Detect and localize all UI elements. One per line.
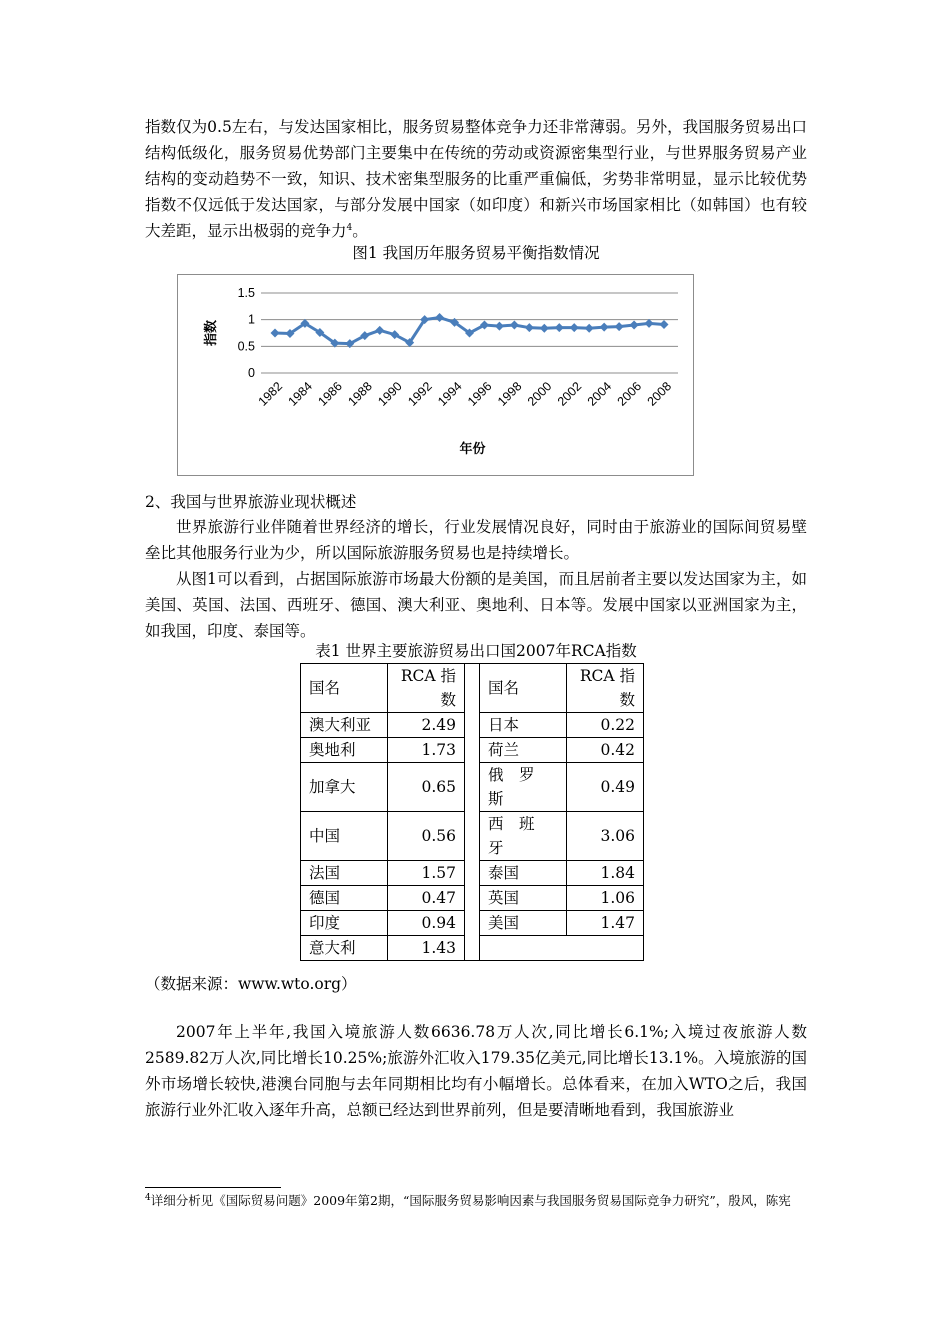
rca-value: 1.73 — [388, 738, 465, 763]
rca-value: 0.65 — [388, 763, 465, 812]
paragraph-market-share: 从图1可以看到，占据国际旅游市场最大份额的是美国，而且居前者主要以发达国家为主，如美国、英国、法国、西班牙、德国、澳大利亚、奥地利、日本等。发展中国家以亚洲国家为主，如我国，印度、泰国等。 — [145, 570, 807, 640]
y-tick-label: 0.5 — [237, 339, 255, 354]
y-axis-title: 指数 — [204, 319, 219, 347]
header-rca-right-line2: 数 — [619, 691, 635, 709]
country-name: 美国 — [480, 911, 567, 936]
data-point — [435, 313, 444, 322]
empty-cell — [480, 936, 567, 961]
data-point — [271, 329, 280, 338]
country-name: 加拿大 — [301, 763, 388, 812]
country-name: 荷兰 — [480, 738, 567, 763]
figure-caption: 图1 我国历年服务贸易平衡指数情况 — [352, 244, 600, 262]
rca-value: 1.57 — [388, 861, 465, 886]
rca-value: 1.84 — [567, 861, 644, 886]
rca-value: 0.94 — [388, 911, 465, 936]
rca-value: 0.49 — [567, 763, 644, 812]
header-country-right: 国名 — [480, 664, 567, 713]
country-name: 法国 — [301, 861, 388, 886]
rca-value: 1.43 — [388, 936, 465, 961]
x-axis-title: 年份 — [459, 442, 486, 457]
header-rca — [388, 664, 465, 713]
line-chart — [177, 274, 694, 476]
x-tick-label: 1998 — [494, 379, 525, 409]
x-tick-label: 2002 — [554, 379, 585, 409]
country-name-line2: 牙 — [488, 839, 504, 857]
x-tick-label: 1984 — [285, 379, 316, 409]
y-tick-label: 1 — [248, 312, 255, 327]
data-point — [525, 323, 534, 332]
rca-value: 0.42 — [567, 738, 644, 763]
footnote-separator — [145, 1187, 281, 1188]
rca-value: 1.06 — [567, 886, 644, 911]
country-name: 澳大利亚 — [301, 713, 388, 738]
country-name: 奥地利 — [301, 738, 388, 763]
rca-table — [300, 663, 644, 961]
country-name: 德国 — [301, 886, 388, 911]
country-name: 中国 — [301, 812, 388, 861]
header-rca-line2: 数 — [440, 691, 456, 709]
data-point — [510, 321, 519, 330]
paragraph-world-tourism: 世界旅游行业伴随着世界经济的增长，行业发展情况良好，同时由于旅游业的国际间贸易壁垒比其他服务行业为少，所以国际旅游服务贸易也是持续增长。 — [145, 518, 807, 562]
section-heading: 2、我国与世界旅游业现状概述 — [145, 493, 357, 511]
x-tick-label: 1988 — [345, 379, 375, 409]
rca-value: 0.56 — [388, 812, 465, 861]
data-point — [615, 322, 624, 331]
x-tick-label: 1994 — [435, 379, 465, 409]
footnote-mark: 4 — [145, 1192, 151, 1203]
rca-value: 3.06 — [567, 812, 644, 861]
header-rca-line1: RCA 指 — [400, 667, 456, 685]
rca-value: 0.47 — [388, 886, 465, 911]
data-point — [570, 323, 579, 332]
country-name: 日本 — [480, 713, 567, 738]
rca-value: 0.22 — [567, 713, 644, 738]
x-tick-label: 2000 — [524, 379, 555, 409]
data-point — [540, 324, 549, 333]
paragraph-end-mark: 。 — [352, 222, 368, 240]
rca-value: 2.49 — [388, 713, 465, 738]
x-tick-label: 2006 — [614, 379, 645, 409]
country-name: 意大利 — [301, 936, 388, 961]
x-tick-label: 1986 — [315, 379, 345, 409]
x-tick-label: 1992 — [405, 379, 435, 409]
footnote — [145, 1191, 795, 1210]
data-point — [555, 323, 564, 332]
data-point — [660, 320, 669, 329]
rca-value: 1.47 — [567, 911, 644, 936]
y-tick-label: 1.5 — [237, 286, 255, 300]
x-tick-label: 1982 — [255, 379, 286, 409]
country-name-line2: 斯 — [488, 790, 504, 808]
country-name: 印度 — [301, 911, 388, 936]
x-tick-label: 1990 — [375, 379, 405, 409]
header-country: 国名 — [301, 664, 388, 713]
footnote-ref[interactable]: 4 — [346, 222, 353, 233]
data-point — [630, 321, 639, 330]
data-point — [495, 322, 504, 331]
table-header-row — [301, 664, 644, 713]
y-tick-label: 0 — [248, 366, 255, 380]
country-name-line1: 西 班 — [488, 815, 535, 833]
country-name: 英国 — [480, 886, 567, 911]
country-name — [480, 812, 567, 861]
header-rca-right — [567, 664, 644, 713]
country-name: 泰国 — [480, 861, 567, 886]
x-tick-label: 2008 — [644, 379, 675, 409]
header-rca-right-line1: RCA 指 — [579, 667, 635, 685]
data-point — [600, 323, 609, 332]
empty-cell — [567, 936, 644, 961]
paragraph-inbound-tourism: 2007年上半年,我国入境旅游人数6636.78万人次,同比增长6.1%;入境过夜旅游人数2589.82万人次,同比增长10.25%;旅游外汇收入179.35亿美元,同比增长13.1%。入境旅游的国外市场增长较快,港澳台同胞与去年同期相比均有小幅增长。总体看来，在加入WTO之后，我国旅游行业外汇收入逐年升高，总额已经达到世界前列，但是要清晰地看到，我国旅游业 — [145, 1023, 807, 1119]
x-tick-label: 1996 — [465, 379, 495, 409]
paragraph-competitiveness-text: 指数仅为0.5左右，与发达国家相比，服务贸易整体竞争力还非常薄弱。另外，我国服务贸易出口结构低级化，服务贸易优势部门主要集中在传统的劳动或资源密集型行业，与世界服务贸易产业结构的变动趋势不一致，知识、技术密集型服务的比重严重偏低，劣势非常明显，显示比较优势指数不仅远低于发达国家，与部分发展中国家（如印度）和新兴市场国家相比（如韩国）也有较大差距，显示出极弱的竞争力 — [145, 118, 807, 240]
x-tick-label: 2004 — [584, 379, 615, 409]
data-point — [375, 326, 384, 335]
table-caption: 表1 世界主要旅游贸易出口国2007年RCA指数 — [315, 642, 637, 660]
data-source: （数据来源：www.wto.org） — [145, 975, 357, 993]
country-name — [480, 763, 567, 812]
data-point — [645, 319, 654, 328]
paragraph-competitiveness — [145, 114, 807, 244]
country-name-line1: 俄 罗 — [488, 766, 535, 784]
table-gap — [465, 664, 480, 961]
footnote-text: 详细分析见《国际贸易问题》2009年第2期，“国际服务贸易影响因素与我国服务贸易国际竞争力研究”，殷风，陈宪 — [150, 1193, 791, 1208]
chart-svg — [178, 275, 693, 475]
data-point — [585, 324, 594, 333]
